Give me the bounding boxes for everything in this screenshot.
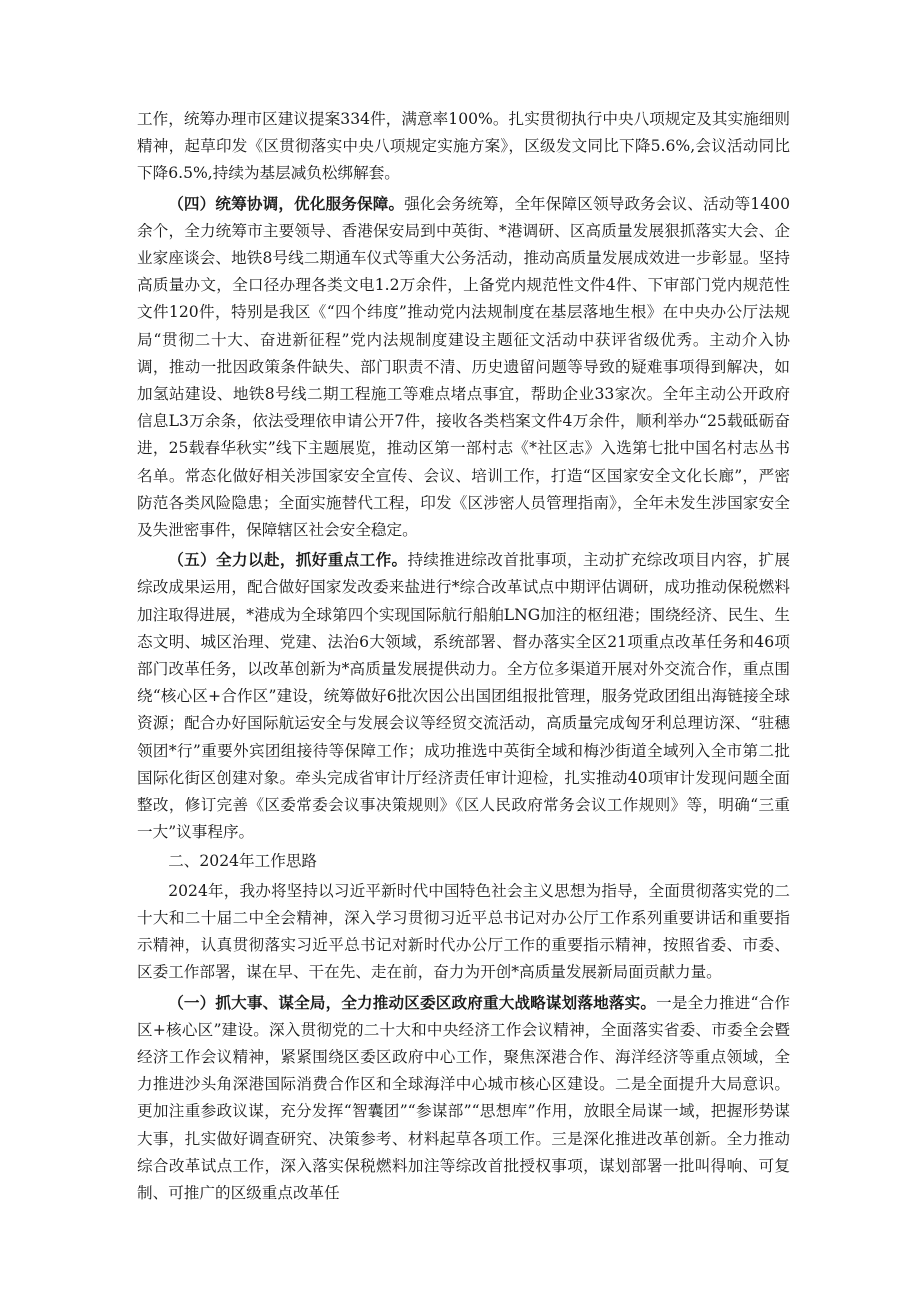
section-4-heading: （四）统筹协调，优化服务保障。 xyxy=(168,193,405,213)
section-5-text: 持续推进综改首批事项，主动扩充综改项目内容，扩展综改成果运用，配合做好国家发改委来盐进行*综合改革试点中期评估调研，成功推动保税燃料加注取得进展，*港成为全球第四个实现国际航行船舶LNG加注的枢纽港；围绕经济、民生、生态文明、城区治理、党建、法治6大领域，系统部署、督办落实全区21项重点改革任务和46项部门改革任务，以改革创新为*高质量发展提供动力。全方位多渠道开展对外交流合作，重点围绕“核心区+合作区”建设，统筹做好6批次因公出国团组报批管理，服务党政团组出海链接全球资源；配合办好国际航运安全与发展会议等经贸交流活动，高质量完成匈牙利总理访深、“驻穗领团*行”重要外宾团组接待等保障工作；成功推选中英街全域和梅沙街道全域列入全市第二批国际化街区创建对象。牵头完成省审计厅经济责任审计迎检，扎实推动40项审计发现问题全面整改，修订完善《区委常委会议事决策规则》《区人民政府常务会议工作规则》等，明确“三重一大”议事程序。 xyxy=(137,551,790,842)
paragraph-text: 工作，统筹办理市区建议提案334件，满意率100%。扎实贯彻执行中央八项规定及其实施细则精神，起草印发《区贯彻落实中央八项规定实施方案》，区级发文同比下降5.6%,会议活动同比下降6.5%,持续为基层减负松绑解套。 xyxy=(137,110,790,183)
document-page xyxy=(137,106,790,1209)
paragraph-2024-intro xyxy=(137,878,790,987)
chapter-heading-2024 xyxy=(137,848,790,875)
plan-section-1-text: 一是全力推进“合作区+核心区”建设。深入贯彻党的二十大和中央经济工作会议精神，全面落实省委、市委全会暨经济工作会议精神，紧紧围绕区委区政府中心工作，聚焦深港合作、海洋经济等重点领域，全力推进沙头角深港国际消费合作区和全球海洋中心城市核心区建设。二是全面提升大局意识。更加注重参政议谋，充分发挥“智囊团”“参谋部”“思想库”作用，放眼全局谋一域，把握形势谋大事，扎实做好调查研究、决策参考、材料起草各项工作。三是深化推进改革创新。全力推动综合改革试点工作，深入落实保税燃料加注等综改首批授权事项，谋划部署一批叫得响、可复制、可推广的区级重点改革任 xyxy=(137,993,790,1202)
plan-section-1-heading: （一）抓大事、谋全局，全力推动区委区政府重大战略谋划落地落实。 xyxy=(168,992,657,1012)
section-5-heading: （五）全力以赴，抓好重点工作。 xyxy=(168,550,408,570)
chapter-heading-text: 二、2024年工作思路 xyxy=(168,852,318,871)
section-4-text: 强化会务统筹，全年保障区领导政务会议、活动等1400余个，全力统筹市主要领导、香港保安局到中英街、*港调研、区高质量发展狠抓落实大会、企业家座谈会、地铁8号线二期通车仪式等重大公务活动，推动高质量发展成效进一步彰显。坚持高质量办文，全口径办理各类文电1.2万余件，上备党内规范性文件4件、下审部门党内规范性文件120件，特别是我区《“四个纬度”推动党内法规制度在基层落地生根》在中央办公厅法规局“贯彻二十大、奋进新征程”党内法规制度建设主题征文活动中获评省级优秀。主动介入协调，推动一批因政策条件缺失、部门职责不清、历史遗留问题等导致的疑难事项得到解决，如加氢站建设、地铁8号线二期工程施工等难点堵点事宜，帮助企业33家次。全年主动公开政府信息L3万余条，依法受理依申请公开7件，接收各类档案文件4万余件，顺利举办“25载砥砺奋进，25载春华秋实”线下主题展览，推动区第一部村志《*社区志》入选第七批中国名村志丛书名单。常态化做好相关涉国家安全宣传、会议、培训工作，打造“区国家安全文化长廊”，严密防范各类风险隐患；全面实施替代工程，印发《区涉密人员管理指南》，全年未发生涉国家安全及失泄密事件，保障辖区社会安全稳定。 xyxy=(137,194,790,540)
paragraph-section-4 xyxy=(137,190,790,545)
paragraph-2024-section-1 xyxy=(137,989,790,1208)
intro-text: 2024年，我办将坚持以习近平新时代中国特色社会主义思想为指导，全面贯彻落实党的二十大和二十届二中全会精神，深入学习贯彻习近平总书记对办公厅工作系列重要讲话和重要指示精神，认真贯彻落实习近平总书记对新时代办公厅工作的重要指示精神，按照省委、市委、区委工作部署，谋在早、干在先、走在前，奋力为开创*高质量发展新局面贡献力量。 xyxy=(137,881,790,982)
paragraph-section-5 xyxy=(137,546,790,846)
paragraph-continuation xyxy=(137,106,790,188)
